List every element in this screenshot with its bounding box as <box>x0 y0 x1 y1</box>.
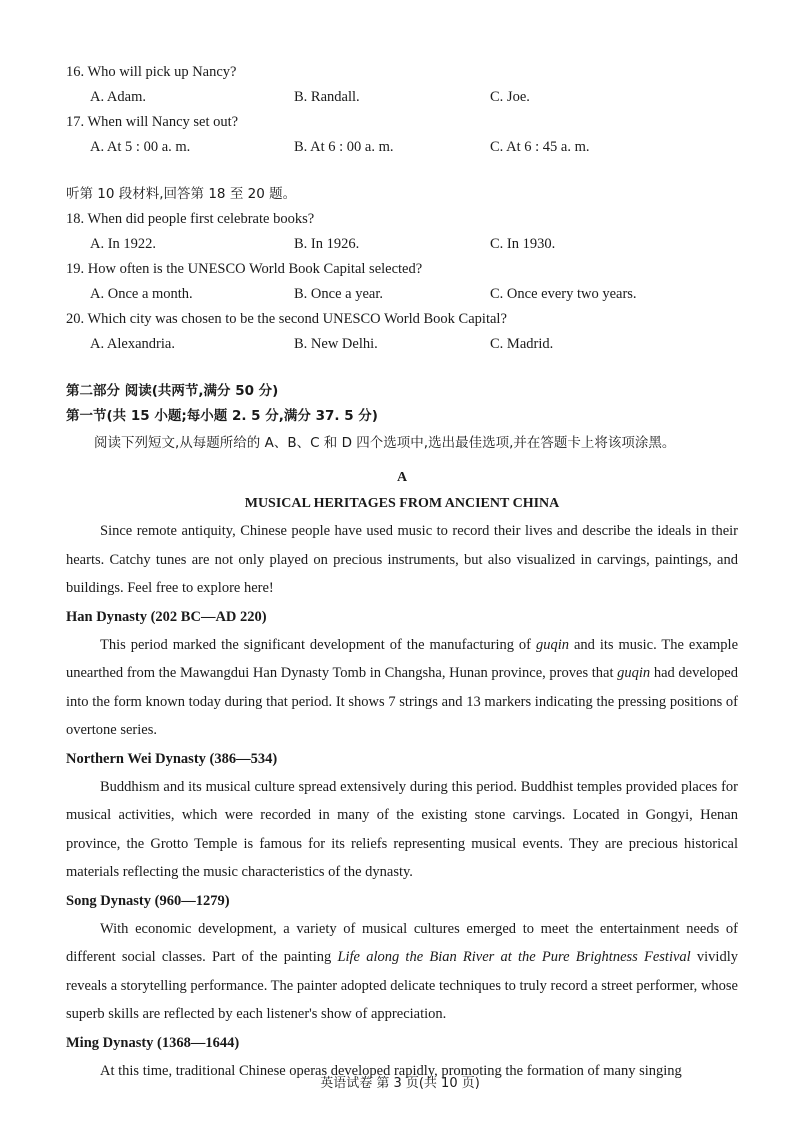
question-text: 19. How often is the UNESCO World Book Capital selected? <box>66 261 423 277</box>
passage-title: MUSICAL HERITAGES FROM ANCIENT CHINA <box>244 496 560 511</box>
option-a: A. At 5 : 00 a. m. <box>90 139 191 155</box>
question-text: 20. Which city was chosen to be the second UNESCO World Book Capital? <box>66 311 507 327</box>
page-footer: 英语试卷 第 3 页(共 10 页) <box>320 1076 480 1091</box>
option-c: C. Madrid. <box>490 336 554 352</box>
option-c: C. In 1930. <box>490 236 556 252</box>
option-c: C. At 6 : 45 a. m. <box>490 139 590 155</box>
reading-instructions: 阅读下列短文,从每题所给的 A、B、C 和 D 四个选项中,选出最佳选项,并在答题卡上将该项涂黑。 <box>94 435 676 451</box>
option-b: B. In 1926. <box>294 236 360 252</box>
question-20 <box>66 307 738 357</box>
options-row <box>66 232 738 257</box>
section10-instruction: 听第 10 段材料,回答第 18 至 20 题。 <box>66 186 297 202</box>
option-b: B. Randall. <box>294 89 360 105</box>
ming-heading: Ming Dynasty (1368—1644) <box>66 1034 240 1051</box>
option-a: A. Once a month. <box>90 286 193 302</box>
option-a: A. Alexandria. <box>90 336 175 352</box>
song-heading: Song Dynasty (960—1279) <box>66 892 230 909</box>
section1-title: 第一节(共 15 小题;每小题 2. 5 分,满分 37. 5 分) <box>66 408 378 424</box>
option-b: B. At 6 : 00 a. m. <box>294 139 394 155</box>
option-b: B. New Delhi. <box>294 336 378 352</box>
option-a: A. In 1922. <box>90 236 157 252</box>
options-row <box>66 332 738 357</box>
han-paragraph: This period marked the significant development of the manufacturing of guqin and its music. The example unearthed from the Mawangdui Han Dynasty Tomb in Changsha, Hunan province, proves that guqin had developed into the form known today during that period. It shows 7 strings and 13 markers indicating the pressing positions of overtone series. <box>66 636 739 738</box>
exam-page <box>66 60 738 1085</box>
ming-paragraph: At this time, traditional Chinese operas developed rapidly, promoting the formation of many singing <box>100 1062 682 1079</box>
options-row <box>66 135 738 160</box>
intro-paragraph: Since remote antiquity, Chinese people have used music to record their lives and describe the ideals in their hearts. Catchy tunes are not only played on precious instruments, but also visualized in carvings, paintings, and buildings. Feel free to explore here! <box>66 523 738 596</box>
song-paragraph: With economic development, a variety of musical cultures emerged to meet the entertainment needs of different social classes. Part of the painting Life along the Bian River at the Pure Brightness Festival vividly reveals a storytelling performance. The painter adopted delicate techniques to truly record a street performer, whose superb skills are reflected by each listener's show of appreciation. <box>66 920 738 1022</box>
options-row <box>66 85 738 110</box>
han-heading: Han Dynasty (202 BC—AD 220) <box>66 608 267 625</box>
option-c: C. Once every two years. <box>490 286 637 302</box>
question-text: 17. When will Nancy set out? <box>66 114 239 130</box>
option-c: C. Joe. <box>490 89 530 105</box>
question-17 <box>66 110 738 160</box>
question-text: 18. When did people first celebrate books? <box>66 211 315 227</box>
question-19 <box>66 257 738 307</box>
passage-letter: A <box>396 470 408 485</box>
option-b: B. Once a year. <box>294 286 383 302</box>
question-16 <box>66 60 738 110</box>
question-18 <box>66 207 738 257</box>
guqin-term: guqin <box>617 665 651 681</box>
part2-title: 第二部分 阅读(共两节,满分 50 分) <box>66 383 279 399</box>
wei-heading: Northern Wei Dynasty (386—534) <box>66 750 278 767</box>
question-text: 16. Who will pick up Nancy? <box>66 64 237 80</box>
painting-title: Life along the Bian River at the Pure Brightness Festival <box>337 949 691 965</box>
guqin-term: guqin <box>535 636 569 653</box>
option-a: A. Adam. <box>90 89 146 105</box>
options-row <box>66 282 738 307</box>
wei-paragraph: Buddhism and its musical culture spread extensively during this period. Buddhist temples provided places for musical activities, which were recorded in many of the existing stone carvings. Located in Gongyi, Henan province, the Grotto Temple is famous for its reliefs representing musical events. They are precious historical materials reflecting the music characteristics of the dynasty. <box>66 778 738 880</box>
